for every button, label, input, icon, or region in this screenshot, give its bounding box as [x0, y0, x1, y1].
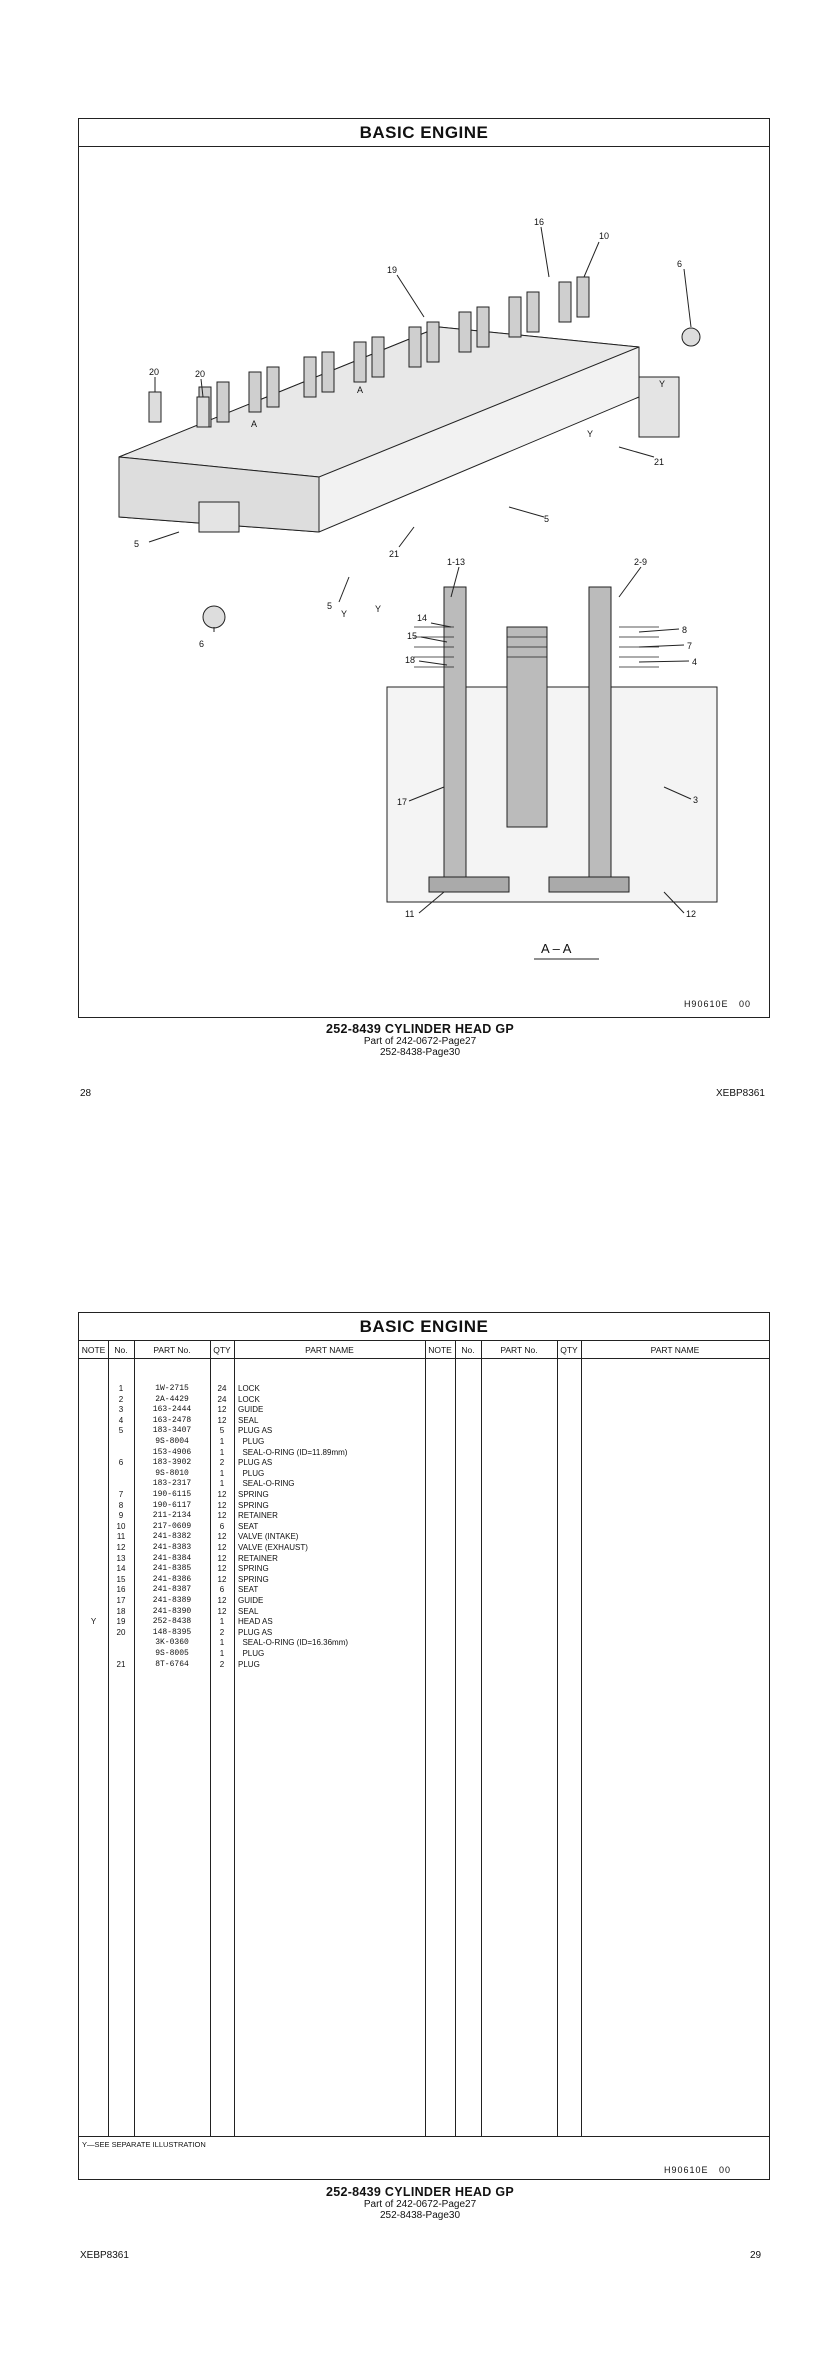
- cell-no: 10: [116, 1521, 126, 1531]
- table-row: [79, 1649, 429, 1660]
- cell-part: 9S-8004: [155, 1437, 189, 1446]
- table-row: [79, 1479, 429, 1490]
- footnote: Y—SEE SEPARATE ILLUSTRATION: [82, 2140, 206, 2149]
- footer-divider: [79, 2136, 769, 2137]
- cell-qty: 12: [217, 1543, 227, 1552]
- cell-qty: 12: [217, 1500, 227, 1510]
- callout: 21: [654, 457, 665, 467]
- table-row: [79, 1638, 429, 1649]
- cell-no: 12: [116, 1543, 126, 1552]
- cell-name: SEAL-O-RING (ID=11.89mm): [238, 1447, 348, 1457]
- column-header: No.: [114, 1345, 128, 1355]
- cell-name: PLUG AS: [238, 1426, 273, 1436]
- cell-name: SEAT: [238, 1521, 259, 1531]
- column-header: No.: [461, 1345, 475, 1355]
- cell-qty: 12: [217, 1405, 227, 1415]
- callout: 6: [677, 259, 683, 269]
- cell-part: 2A-4429: [155, 1394, 189, 1404]
- callout: 21: [389, 549, 400, 559]
- page-title: BASIC ENGINE: [79, 1313, 769, 1341]
- caption-subtitle: 252-8438-Page30: [379, 2210, 461, 2221]
- cell-qty: 1: [219, 1447, 225, 1457]
- cell-part: 163-2478: [152, 1415, 192, 1425]
- cell-name: SEAL-O-RING: [238, 1479, 295, 1489]
- table-row: [79, 1426, 429, 1437]
- cell-part: 241-8389: [152, 1596, 192, 1605]
- callout: A: [357, 385, 364, 395]
- cell-no: 9: [118, 1511, 124, 1521]
- cell-name: RETAINER: [238, 1553, 278, 1563]
- column-header: NOTE: [81, 1345, 106, 1355]
- cell-name: SPRING: [238, 1564, 269, 1574]
- caption-subtitle: 252-8438-Page30: [379, 1047, 461, 1058]
- column-header: PART NAME: [650, 1345, 700, 1355]
- callout: 8: [682, 625, 688, 635]
- cell-qty: 12: [217, 1596, 227, 1605]
- cell-qty: 12: [217, 1490, 227, 1499]
- table-row: [79, 1395, 429, 1406]
- cell-qty: 2: [219, 1627, 225, 1637]
- cell-no: 15: [116, 1574, 126, 1584]
- callout: 3: [693, 795, 699, 805]
- cell-qty: 1: [219, 1649, 225, 1658]
- cell-qty: 1: [219, 1468, 225, 1478]
- cell-name: SPRING: [238, 1574, 269, 1584]
- cell-part: 241-8386: [152, 1574, 192, 1584]
- cell-qty: 24: [217, 1394, 227, 1404]
- callout: 5: [544, 514, 550, 524]
- cell-no: 3: [118, 1405, 124, 1415]
- column-header: QTY: [213, 1345, 231, 1355]
- cell-name: SEAL-O-RING (ID=16.36mm): [238, 1638, 349, 1648]
- table-row: [79, 1448, 429, 1459]
- callout: 17: [397, 797, 408, 807]
- cell-no: 14: [116, 1564, 126, 1574]
- column-header: PART No.: [500, 1345, 538, 1355]
- cell-name: LOCK: [238, 1384, 260, 1393]
- cell-no: 1: [118, 1384, 124, 1393]
- illustration-code: H90610E 00: [664, 2165, 732, 2175]
- callout: 12: [686, 909, 697, 919]
- table-row: [79, 1596, 429, 1607]
- cell-qty: 1: [219, 1437, 225, 1446]
- callout: 15: [407, 631, 418, 641]
- cell-no: 19: [116, 1617, 126, 1627]
- cell-name: GUIDE: [238, 1596, 264, 1605]
- cell-no: 8: [118, 1500, 124, 1510]
- cell-part: 241-8383: [152, 1543, 192, 1552]
- cell-name: PLUG: [238, 1468, 265, 1478]
- callout: 19: [387, 265, 398, 275]
- table-row: [79, 1437, 429, 1448]
- cell-part: 241-8390: [152, 1606, 192, 1616]
- cell-name: PLUG: [238, 1437, 265, 1446]
- table-row: [79, 1501, 429, 1512]
- cell-part: 9S-8010: [155, 1468, 189, 1478]
- page-title: BASIC ENGINE: [79, 119, 769, 147]
- callout: 6: [199, 639, 205, 649]
- callout: 5: [134, 539, 140, 549]
- table-row: [79, 1416, 429, 1427]
- table-row: [79, 1585, 429, 1596]
- cell-part: 217-0609: [152, 1521, 192, 1531]
- callout: A: [251, 419, 258, 429]
- column-header: PART NAME: [305, 1345, 354, 1355]
- column-header: NOTE: [428, 1345, 452, 1355]
- cell-no: 4: [118, 1415, 124, 1425]
- table-row: [79, 1458, 429, 1469]
- cell-no: 5: [118, 1426, 124, 1436]
- callout: 20: [195, 369, 206, 379]
- cell-qty: 2: [219, 1659, 225, 1669]
- cell-name: SPRING: [238, 1500, 269, 1510]
- cell-name: SEAL: [238, 1606, 259, 1616]
- column-header: QTY: [560, 1345, 578, 1355]
- cell-qty: 2: [219, 1458, 225, 1468]
- cell-name: GUIDE: [238, 1405, 264, 1415]
- cell-qty: 24: [217, 1384, 227, 1393]
- table-row: [79, 1532, 429, 1543]
- callout: Y: [587, 429, 594, 439]
- cell-qty: 6: [219, 1585, 225, 1595]
- cell-part: 252-8438: [152, 1617, 192, 1627]
- cell-qty: 12: [217, 1553, 227, 1563]
- section-label: A – A: [541, 941, 572, 956]
- table-row: [79, 1564, 429, 1575]
- cell-name: LOCK: [238, 1394, 260, 1404]
- cell-no: 16: [116, 1585, 126, 1595]
- table-row: [79, 1490, 429, 1501]
- cell-part: 9S-8005: [155, 1649, 189, 1658]
- cell-part: 153-4906: [152, 1447, 192, 1457]
- figure-caption: [0, 2185, 840, 2221]
- cell-part: 241-8382: [152, 1532, 192, 1542]
- table-row: [79, 1660, 429, 1671]
- cell-part: 8T-6764: [155, 1659, 189, 1669]
- cell-part: 183-3902: [152, 1458, 192, 1468]
- cell-name: SEAT: [238, 1585, 259, 1595]
- table-row: [79, 1384, 429, 1395]
- callout: 18: [405, 655, 416, 665]
- cell-qty: 12: [217, 1574, 227, 1584]
- table-row: [79, 1522, 429, 1533]
- callout: 14: [417, 613, 428, 623]
- cell-qty: 1: [219, 1638, 225, 1648]
- illustration-frame: [78, 118, 770, 1018]
- document-id: XEBP8361: [80, 2250, 129, 2261]
- cell-name: PLUG AS: [238, 1627, 273, 1637]
- cell-no: 20: [116, 1627, 126, 1637]
- document-id: XEBP8361: [716, 1088, 765, 1099]
- cell-qty: 12: [217, 1511, 227, 1521]
- table-row: [79, 1554, 429, 1565]
- cell-part: 183-3407: [152, 1426, 192, 1436]
- callout: 10: [599, 231, 610, 241]
- caption-title: 252-8439 CYLINDER HEAD GP: [325, 2185, 515, 2199]
- cell-name: SPRING: [238, 1490, 269, 1499]
- cell-note: Y: [90, 1617, 97, 1627]
- cell-qty: 12: [217, 1564, 227, 1574]
- cell-no: 18: [116, 1606, 126, 1616]
- cell-part: 211-2134: [152, 1511, 192, 1521]
- cell-name: HEAD AS: [238, 1617, 273, 1627]
- cell-name: VALVE (INTAKE): [238, 1532, 299, 1542]
- cell-part: 183-2317: [152, 1479, 192, 1489]
- callout: 20: [149, 367, 160, 377]
- table-row: [79, 1511, 429, 1522]
- cell-part: 163-2444: [152, 1405, 192, 1415]
- cell-no: 7: [118, 1490, 124, 1499]
- cell-name: SEAL: [238, 1415, 259, 1425]
- cell-part: 1W-2715: [155, 1384, 189, 1393]
- figure-caption: [0, 1022, 840, 1058]
- table-row: [79, 1607, 429, 1618]
- table-row: [79, 1469, 429, 1480]
- table-row: [79, 1617, 429, 1628]
- page-number: 28: [80, 1088, 92, 1099]
- cell-qty: 12: [217, 1532, 227, 1542]
- cell-name: PLUG: [238, 1649, 265, 1658]
- callout: Y: [659, 379, 666, 389]
- column-divider: [557, 1341, 558, 2136]
- cell-no: 17: [116, 1596, 126, 1605]
- cell-qty: 6: [219, 1521, 225, 1531]
- cell-no: 11: [116, 1532, 126, 1542]
- callout: 11: [405, 909, 415, 919]
- table-row: [79, 1405, 429, 1416]
- column-divider: [581, 1341, 582, 2136]
- illustration-code: H90610E 00: [683, 999, 751, 1009]
- cell-qty: 1: [219, 1479, 225, 1489]
- table-row: [79, 1628, 429, 1639]
- caption-subtitle: Part of 242-0672-Page27: [363, 2199, 477, 2210]
- cell-part: 241-8384: [152, 1553, 192, 1563]
- cell-no: 21: [116, 1659, 126, 1669]
- cell-no: 2: [118, 1394, 124, 1404]
- cell-part: 190-6117: [152, 1500, 192, 1510]
- page-number: 29: [750, 2250, 762, 2261]
- cell-name: PLUG AS: [238, 1458, 273, 1468]
- caption-title: 252-8439 CYLINDER HEAD GP: [325, 1022, 515, 1036]
- cell-name: RETAINER: [238, 1511, 278, 1521]
- column-header: PART No.: [153, 1345, 191, 1355]
- cell-qty: 1: [219, 1617, 225, 1627]
- callout: 1-13: [447, 557, 466, 567]
- cell-qty: 5: [219, 1426, 225, 1436]
- table-row: [79, 1575, 429, 1586]
- table-row: [79, 1543, 429, 1554]
- cell-part: 190-6115: [152, 1490, 192, 1499]
- cell-no: 13: [116, 1553, 126, 1563]
- cell-part: 241-8385: [152, 1564, 192, 1574]
- column-divider: [455, 1341, 456, 2136]
- caption-subtitle: Part of 242-0672-Page27: [363, 1036, 477, 1047]
- cell-part: 3K-0360: [155, 1638, 189, 1648]
- callout: 4: [692, 657, 698, 667]
- cell-qty: 12: [217, 1415, 227, 1425]
- cell-part: 148-8395: [152, 1627, 192, 1637]
- callout: Y: [375, 604, 382, 614]
- cell-qty: 12: [217, 1606, 227, 1616]
- cell-part: 241-8387: [152, 1585, 192, 1595]
- cell-name: PLUG: [238, 1659, 260, 1669]
- callout: Y: [341, 609, 348, 619]
- cell-no: 6: [118, 1458, 124, 1468]
- callout: 7: [687, 641, 693, 651]
- cell-name: VALVE (EXHAUST): [238, 1543, 308, 1552]
- callout: 2-9: [634, 557, 648, 567]
- callout: 5: [327, 601, 333, 611]
- callout: 16: [534, 217, 545, 227]
- exploded-view-drawing: [79, 147, 769, 1007]
- column-divider: [481, 1341, 482, 2136]
